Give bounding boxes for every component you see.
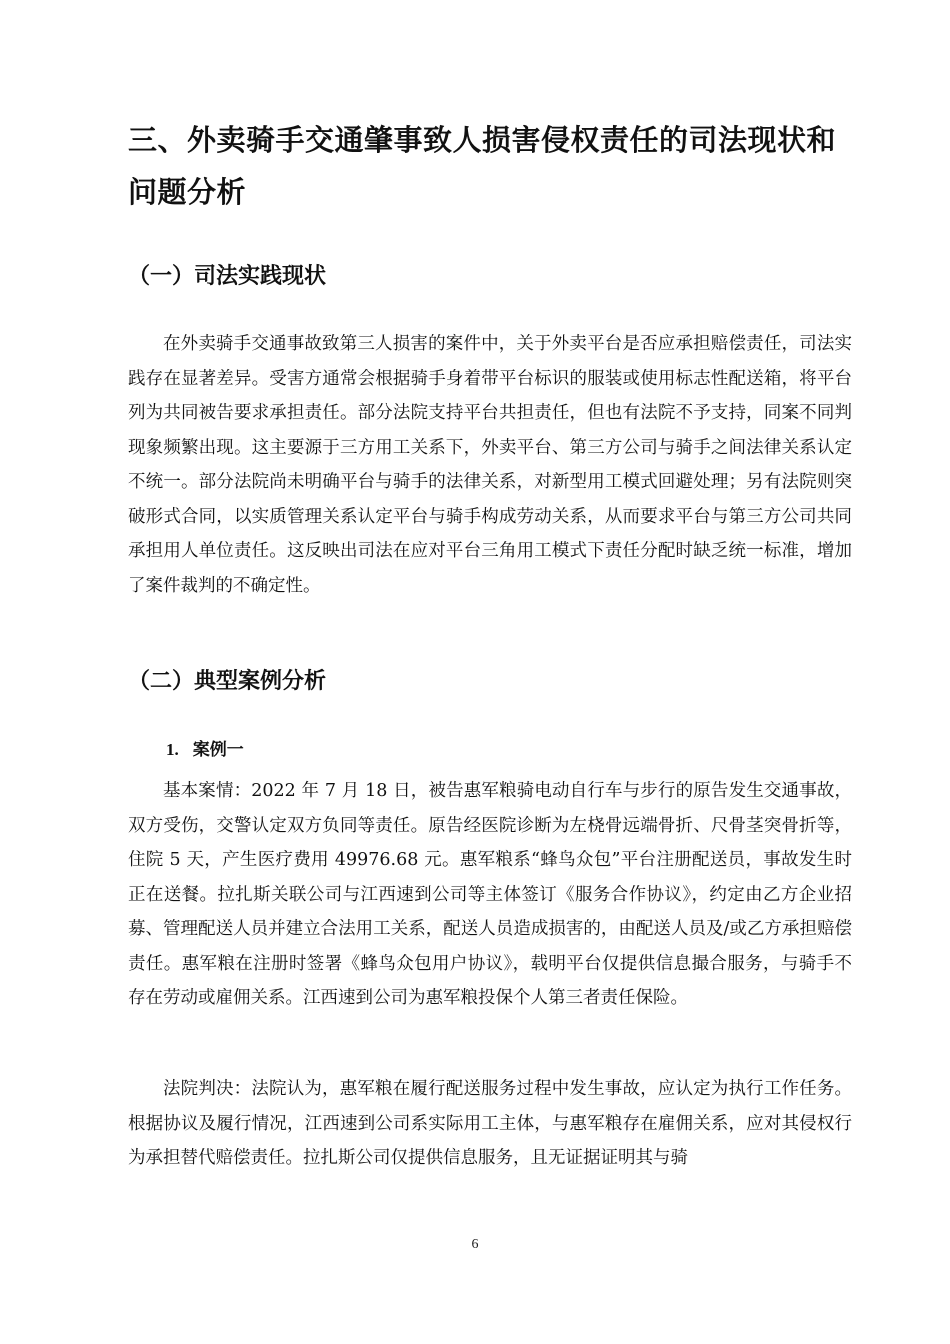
section-title: 三、外卖骑手交通肇事致人损害侵权责任的司法现状和问题分析 <box>128 123 837 209</box>
subsection-title-practice: （一）司法实践现状 <box>128 264 327 289</box>
paragraph-practice: 在外卖骑手交通事故致第三人损害的案件中，关于外卖平台是否应承担赔偿责任，司法实践存在显著差异。受害方通常会根据骑手身着带平台标识的服装或使用标志性配送箱，将平台列为共同被告要求承担责任。部分法院支持平台共担责任，但也有法院不予支持，同案不同判现象频繁出现。这主要源于三方用工关系下，外卖平台、第三方公司与骑手之间法律关系认定不统一。部分法院尚未明确平台与骑手的法律关系，对新型用工模式回避处理；另有法院则突破形式合同，以实质管理关系认定平台与骑手构成劳动关系，从而要求平台与第三方公司共同承担用人单位责任。这反映出司法在应对平台三角用工模式下责任分配时缺乏统一标准，增加了案件裁判的不确定性。 <box>128 334 852 596</box>
case-title: 案例一 <box>192 740 244 760</box>
case-number: 1. <box>166 740 179 759</box>
paragraph-case-facts: 基本案情：2022 年 7 月 18 日，被告惠军粮骑电动自行车与步行的原告发生交通事故，双方受伤，交警认定双方负同等责任。原告经医院诊断为左桡骨远端骨折、尺骨茎突骨折等，住院 5 天，产生医疗费用 49976.68 元。惠军粮系“蜂鸟众包”平台注册配送员，事故发生时正在送餐。拉扎斯关联公司与江西速到公司等主体签订《服务合作协议》，约定由乙方企业招募、管理配送人员并建立合法用工关系，配送人员造成损害的，由配送人员及/或乙方承担赔偿责任。惠军粮在注册时签署《蜂鸟众包用户协议》，载明平台仅提供信息撮合服务，与骑手不存在劳动或雇佣关系。江西速到公司为惠军粮投保个人第三者责任保险。 <box>128 781 852 1008</box>
paragraph-case-judgment: 法院判决：法院认为，惠军粮在履行配送服务过程中发生事故，应认定为执行工作任务。根据协议及履行情况，江西速到公司系实际用工主体，与惠军粮存在雇佣关系，应对其侵权行为承担替代赔偿责任。拉扎斯公司仅提供信息服务，且无证据证明其与骑 <box>128 1079 852 1168</box>
subsection-title-cases: （二）典型案例分析 <box>128 669 327 694</box>
page-number: 6 <box>471 1237 479 1252</box>
case-heading <box>166 737 244 763</box>
